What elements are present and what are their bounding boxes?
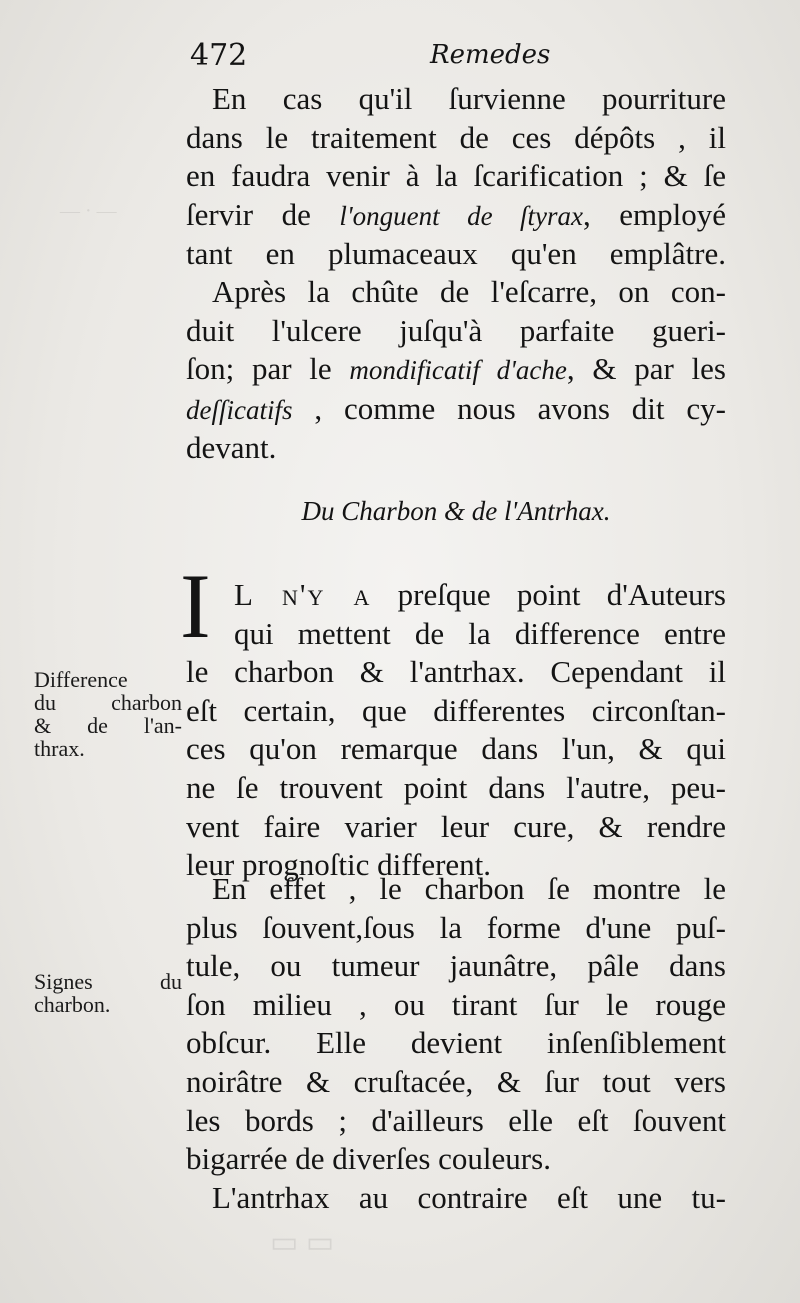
margin-note-difference [34, 668, 182, 760]
text-line: duit l'ulcere juſqu'à parfaite gueri- [186, 312, 726, 348]
text-line: ſon; par le mondificatif d'ache, & par les [186, 351, 726, 387]
margin-note-line: Difference [34, 667, 128, 692]
text-line: vent faire varier leur cure, & rendre [186, 808, 726, 844]
text-line: noirâtre & cruſtacée, & ſur tout vers [186, 1063, 726, 1099]
running-head: Remedes [430, 40, 551, 70]
margin-note-line: du charbon [34, 690, 182, 715]
text-line: bigarrée de diverſes couleurs. [186, 1141, 551, 1177]
margin-note-line: & de l'an- [34, 713, 182, 738]
margin-note-line: thrax. [34, 736, 85, 761]
text-line: En cas qu'il ſurvienne pourriture [212, 81, 726, 116]
paragraph-4 [186, 870, 726, 1179]
paragraph-5 [186, 1179, 726, 1218]
text-line: devant. [186, 430, 277, 466]
page-header [190, 38, 730, 82]
text-line: ſervir de l'onguent de ſtyrax, employé [186, 196, 727, 232]
text-line: tant en plumaceaux qu'en emplâtre. [186, 236, 726, 272]
text-line: le charbon & l'antrhax. Cependant il [186, 654, 726, 690]
text-line: ne ſe trouvent point dans l'autre, peu- [186, 769, 726, 805]
text-line: L'antrhax au contraire eſt une tu- [212, 1180, 726, 1215]
text-line: dans le traitement de ces dépôts , il [186, 119, 726, 155]
text-line: leur prognoſtic different. [186, 847, 492, 883]
margin-note-signs [34, 970, 182, 1016]
page-number: 472 [190, 38, 248, 73]
small-caps-opening: L n'y a [234, 577, 372, 612]
text-line: eſt certain, que differentes circonſtan- [186, 692, 726, 728]
text-line: deſſicatifs , comme nous avons dit cy- [186, 390, 726, 426]
text-line: qui mettent de la difference entre [234, 615, 726, 651]
drop-cap: I [180, 555, 211, 657]
show-through-text: ▭ ▭ [270, 1226, 335, 1259]
section-title: Du Charbon & de l'Antrhax. [301, 496, 611, 526]
paragraph-1 [186, 80, 726, 274]
text-line: en faudra venir à la ſcarification ; & ſe [186, 158, 726, 194]
text-line: L n'y a preſque point d'Auteurs [234, 577, 726, 612]
text-line: ces qu'on remarque dans l'un, & qui [186, 731, 726, 767]
margin-note-line: Signes du [34, 969, 182, 994]
margin-note-line: charbon. [34, 992, 111, 1017]
italic-term: l'onguent de ſtyrax [339, 200, 584, 231]
text-line: les bords ; d'ailleurs elle eſt ſouvent [186, 1102, 726, 1138]
paragraph-3 [186, 576, 726, 885]
text-line: ſon milieu , ou tirant ſur le rouge [186, 986, 726, 1022]
italic-term: deſſicatifs [186, 394, 293, 425]
text-line: obſcur. Elle devient inſenſiblement [186, 1025, 726, 1061]
text-line: Après la chûte de l'eſcarre, on con- [212, 274, 726, 309]
text-line: En effet , le charbon ſe montre le [212, 871, 726, 906]
text-line: plus ſouvent,ſous la forme d'une puſ- [186, 909, 726, 945]
show-through-text: — · — [60, 200, 117, 222]
text-line: tule, ou tumeur jaunâtre, pâle dans [186, 948, 726, 984]
paragraph-2 [186, 273, 726, 468]
italic-term: mondificatif d'ache [349, 355, 567, 386]
